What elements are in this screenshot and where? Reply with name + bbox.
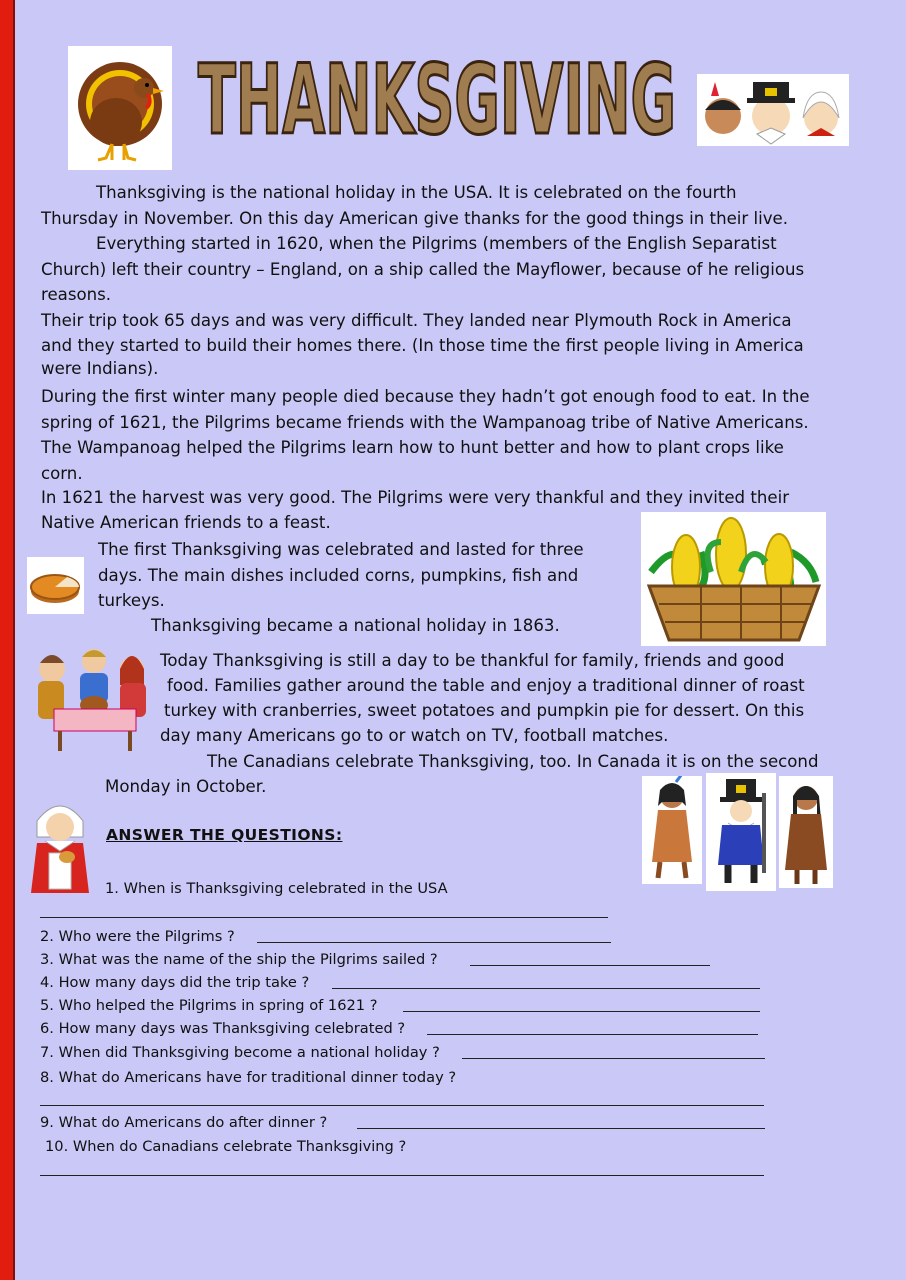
question-4: 4. How many days did the trip take ? [40, 974, 310, 991]
reading-line: Today Thanksgiving is still a day to be thankful for family, friends and good [160, 651, 785, 670]
reading-line: days. The main dishes included corns, pumpkins, fish and [98, 566, 579, 585]
pilgrim-man-icon [706, 773, 776, 891]
reading-line: spring of 1621, the Pilgrims became friends with the Wampanoag tribe of Native Americans. [41, 413, 809, 432]
question-7: 7. When did Thanksgiving become a national holiday ? [40, 1044, 440, 1061]
reading-line: During the first winter many people died because they hadn’t got enough food to eat. In the [41, 387, 810, 406]
question-6: 6. How many days was Thanksgiving celebrated ? [40, 1020, 406, 1037]
reading-line: Thanksgiving became a national holiday in 1863. [151, 616, 560, 635]
native-american-icon [642, 776, 702, 884]
reading-line: Native American friends to a feast. [41, 513, 331, 532]
reading-line: Monday in October. [105, 777, 267, 796]
page-title [192, 55, 682, 145]
reading-line: and they started to build their homes there. (In those time the first people living in America [41, 336, 804, 355]
question-8: 8. What do Americans have for traditional dinner today ? [40, 1069, 457, 1086]
turkey-icon [68, 46, 172, 170]
pilgrims-trio-icon [697, 74, 849, 146]
answer-line-2[interactable] [257, 942, 611, 943]
pilgrim-woman-icon [27, 797, 93, 897]
native-american-woman-icon [779, 776, 833, 888]
pumpkin-pie-icon [27, 557, 84, 614]
corn-basket-icon [641, 512, 826, 646]
question-3: 3. What was the name of the ship the Pilgrims sailed ? [40, 951, 438, 968]
questions-heading: ANSWER THE QUESTIONS: [106, 826, 343, 844]
answer-line-6[interactable] [427, 1034, 758, 1035]
answer-line-1[interactable] [40, 917, 608, 918]
reading-line: food. Families gather around the table and enjoy a traditional dinner of roast [167, 676, 805, 695]
family-dinner-icon [34, 647, 152, 755]
reading-line: turkeys. [98, 591, 165, 610]
reading-line: The Canadians celebrate Thanksgiving, too. In Canada it is on the second [207, 752, 819, 771]
reading-line: were Indians). [41, 359, 159, 378]
answer-line-8[interactable] [40, 1105, 764, 1106]
answer-line-7[interactable] [462, 1058, 765, 1059]
reading-line: Church) left their country – England, on a ship called the Mayflower, because of he religious [41, 260, 805, 279]
question-9: 9. What do Americans do after dinner ? [40, 1114, 328, 1131]
question-1: 1. When is Thanksgiving celebrated in the USA [105, 880, 448, 897]
reading-line: reasons. [41, 285, 112, 304]
question-10: 10. When do Canadians celebrate Thanksgiving ? [45, 1138, 407, 1155]
question-2: 2. Who were the Pilgrims ? [40, 928, 235, 945]
answer-line-10[interactable] [40, 1175, 764, 1176]
reading-line: day many Americans go to or watch on TV, football matches. [160, 726, 669, 745]
answer-line-4[interactable] [332, 988, 760, 989]
reading-line: Their trip took 65 days and was very difficult. They landed near Plymouth Rock in America [41, 311, 792, 330]
margin-bar [0, 0, 13, 1280]
answer-line-3[interactable] [470, 965, 710, 966]
answer-line-5[interactable] [403, 1011, 760, 1012]
answer-line-9[interactable] [357, 1128, 765, 1129]
reading-line: corn. [41, 464, 83, 483]
reading-line: The first Thanksgiving was celebrated and lasted for three [98, 540, 584, 559]
title-text: THANKSGIVING [198, 55, 676, 145]
reading-line: Everything started in 1620, when the Pilgrims (members of the English Separatist [96, 234, 777, 253]
reading-line: In 1621 the harvest was very good. The Pilgrims were very thankful and they invited their [41, 488, 790, 507]
reading-line: Thanksgiving is the national holiday in the USA. It is celebrated on the fourth [96, 183, 737, 202]
reading-line: Thursday in November. On this day American give thanks for the good things in their live. [41, 209, 789, 228]
reading-line: The Wampanoag helped the Pilgrims learn how to hunt better and how to plant crops like [41, 438, 784, 457]
reading-line: turkey with cranberries, sweet potatoes and pumpkin pie for dessert. On this [164, 701, 805, 720]
question-5: 5. Who helped the Pilgrims in spring of 1621 ? [40, 997, 378, 1014]
